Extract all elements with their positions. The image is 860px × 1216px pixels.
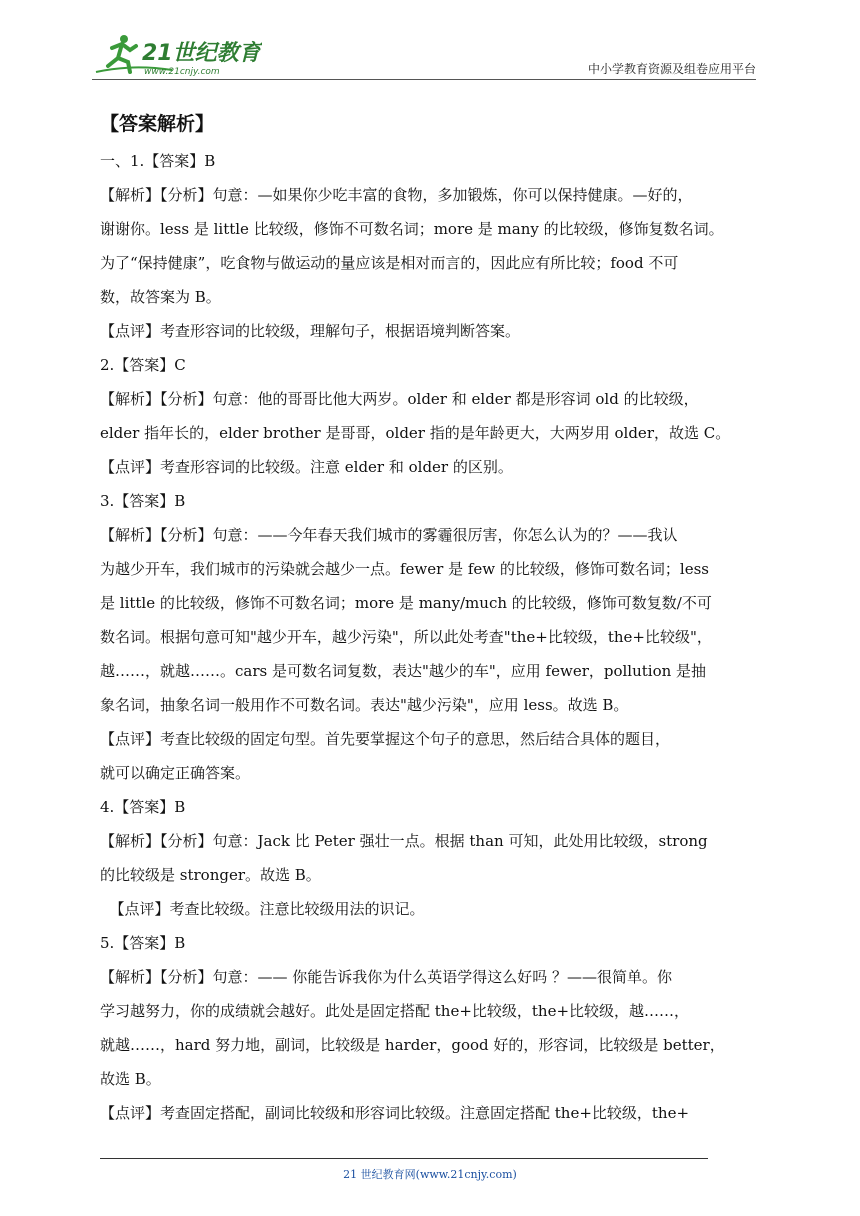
comment-paragraph (100, 320, 760, 342)
answer-label: 4.【答案】B (100, 798, 186, 816)
analysis-line: 就越……，hard 努力地，副词，比较级是 harder，good 好的，形容词，比较级是 better， (100, 1036, 725, 1054)
footer-divider (100, 1158, 708, 1159)
comment-line: 【点评】考查形容词的比较级。注意 elder 和 older 的区别。 (100, 458, 513, 476)
analysis-line: 的比较级是 stronger。故选 B。 (100, 866, 321, 884)
answer-item (100, 354, 760, 478)
analysis-line: 【解析】【分析】句意：—— 你能告诉我你为什么英语学得这么好吗 ？——很简单。你 (100, 968, 673, 986)
analysis-line: 是 little 的比较级，修饰不可数名词；more 是 many/much 的比较级，修饰可数复数/不可 (100, 594, 712, 612)
analysis-line: 学习越努力，你的成绩就会越好。此处是固定搭配 the+比较级，the+比较级，越……， (100, 1002, 690, 1020)
comment-line: 就可以确定正确答案。 (100, 764, 251, 782)
comment-line: 【点评】考查比较级的固定句型。首先要掌握这个句子的意思，然后结合具体的题目， (100, 730, 671, 748)
comment-paragraph (100, 456, 760, 478)
analysis-line: 【解析】【分析】句意：他的哥哥比他大两岁。older 和 elder 都是形容词 old 的比较级， (100, 390, 699, 408)
answer-item (100, 796, 760, 920)
site-logo (92, 30, 262, 80)
answer-label: 3.【答案】B (100, 492, 186, 510)
page-header (0, 0, 860, 82)
analysis-line: 为了“保持健康”，吃食物与做运动的量应该是相对而言的，因此应有所比较；food 不可 (100, 254, 679, 272)
answer-list (100, 150, 760, 1124)
analysis-paragraph (100, 830, 760, 886)
analysis-line: 为越少开车，我们城市的污染就会越少一点。fewer 是 few 的比较级，修饰可数名词；less (100, 560, 709, 578)
answer-item (100, 490, 760, 784)
section-title: 【答案解析】 (100, 113, 215, 135)
comment-paragraph (100, 1102, 760, 1124)
analysis-line: 数，故答案为 B。 (100, 288, 221, 306)
analysis-paragraph (100, 524, 760, 716)
answer-label: 5.【答案】B (100, 934, 186, 952)
analysis-line: 故选 B。 (100, 1070, 161, 1088)
svg-text:www.21cnjy.com: www.21cnjy.com (144, 67, 220, 77)
answer-label: 一、1.【答案】B (100, 152, 216, 170)
svg-text:21世纪教育: 21世纪教育 (142, 41, 261, 66)
comment-line: 【点评】考查固定搭配，副词比较级和形容词比较级。注意固定搭配 the+比较级，the+ (100, 1104, 690, 1122)
analysis-line: 数名词。根据句意可知"越少开车，越少污染"，所以此处考查"the+比较级，the+比较级"， (100, 628, 712, 646)
analysis-paragraph (100, 184, 760, 308)
analysis-line: 【解析】【分析】句意：Jack 比 Peter 强壮一点。根据 than 可知，此处用比较级，strong (100, 832, 708, 850)
answer-label: 2.【答案】C (100, 356, 186, 374)
analysis-line: 越……，就越……。cars 是可数名词复数，表达"越少的车"，应用 fewer，pollution 是抽 (100, 662, 707, 680)
comment-line: 【点评】考查比较级。注意比较级用法的识记。 (100, 900, 425, 918)
analysis-paragraph (100, 388, 760, 444)
comment-paragraph (100, 728, 760, 784)
analysis-line: elder 指年长的，elder brother 是哥哥，older 指的是年龄更大，大两岁用 older，故选 C。 (100, 424, 731, 442)
analysis-line: 【解析】【分析】句意：—如果你少吃丰富的食物，多加锻炼，你可以保持健康。—好的， (100, 186, 693, 204)
comment-line: 【点评】考查形容词的比较级，理解句子，根据语境判断答案。 (100, 322, 521, 340)
platform-name: 中小学教育资源及组卷应用平台 (587, 62, 756, 76)
footer-text: 21 世纪教育网(www.21cnjy.com) (343, 1168, 517, 1181)
answer-item (100, 150, 760, 342)
answer-content (100, 110, 760, 1136)
comment-paragraph (100, 898, 760, 920)
analysis-line: 象名词，抽象名词一般用作不可数名词。表达"越少污染"，应用 less。故选 B。 (100, 696, 629, 714)
answer-item (100, 932, 760, 1124)
analysis-line: 谢谢你。less 是 little 比较级，修饰不可数名词；more 是 many 的比较级，修饰复数名词。 (100, 220, 724, 238)
analysis-line: 【解析】【分析】句意：——今年春天我们城市的雾霾很厉害，你怎么认为的？——我认 (100, 526, 678, 544)
header-divider (92, 79, 756, 80)
analysis-paragraph (100, 966, 760, 1090)
